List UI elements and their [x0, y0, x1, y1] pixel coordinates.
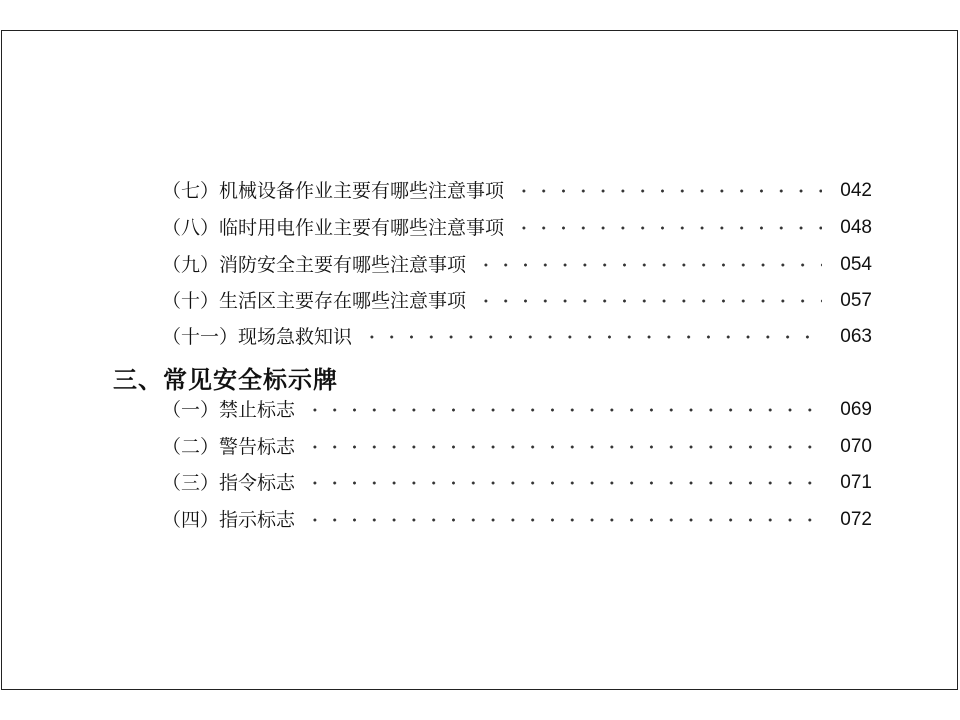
toc-entry-page: 071 — [840, 472, 872, 493]
toc-entry-page: 057 — [840, 290, 872, 311]
toc-entry-label: （八）临时用电作业主要有哪些注意事项 — [162, 217, 505, 239]
dot-leader — [305, 395, 822, 425]
toc-entry-10[interactable] — [162, 286, 872, 316]
toc-entry-label: （四）指示标志 — [162, 509, 296, 531]
toc-entry-page: 042 — [840, 180, 872, 201]
toc-entry-label: （七）机械设备作业主要有哪些注意事项 — [162, 180, 505, 202]
dot-leader — [305, 432, 822, 462]
dot-leader — [476, 286, 822, 316]
document-page — [1, 30, 958, 690]
toc-entry-page: 072 — [840, 509, 872, 530]
toc-entry-warning-signs[interactable] — [162, 432, 872, 462]
toc-entry-label: （十一）现场急救知识 — [162, 326, 353, 348]
dot-leader — [305, 505, 822, 535]
toc-entry-mandatory-signs[interactable] — [162, 468, 872, 498]
toc-entry-page: 063 — [840, 326, 872, 347]
toc-entry-page: 054 — [840, 254, 872, 275]
dot-leader — [362, 322, 822, 352]
toc-entry-prohibition-signs[interactable] — [162, 395, 872, 425]
toc-entry-label: （十）生活区主要存在哪些注意事项 — [162, 290, 467, 312]
toc-entry-label: （九）消防安全主要有哪些注意事项 — [162, 254, 467, 276]
toc-entry-label: （三）指令标志 — [162, 472, 296, 494]
section-heading[interactable]: 三、常见安全标示牌 — [113, 366, 338, 394]
toc-entry-page: 048 — [840, 217, 872, 238]
toc-entry-information-signs[interactable] — [162, 505, 872, 535]
toc-entry-7[interactable] — [162, 176, 872, 206]
toc-entry-label: （二）警告标志 — [162, 436, 296, 458]
dot-leader — [476, 250, 822, 280]
toc-entry-11[interactable] — [162, 322, 872, 352]
dot-leader — [514, 176, 822, 206]
toc-entry-label: （一）禁止标志 — [162, 399, 296, 421]
dot-leader — [514, 213, 822, 243]
toc-entry-9[interactable] — [162, 250, 872, 280]
toc-entry-8[interactable] — [162, 213, 872, 243]
toc-entry-page: 070 — [840, 436, 872, 457]
dot-leader — [305, 468, 822, 498]
toc-entry-page: 069 — [840, 399, 872, 420]
